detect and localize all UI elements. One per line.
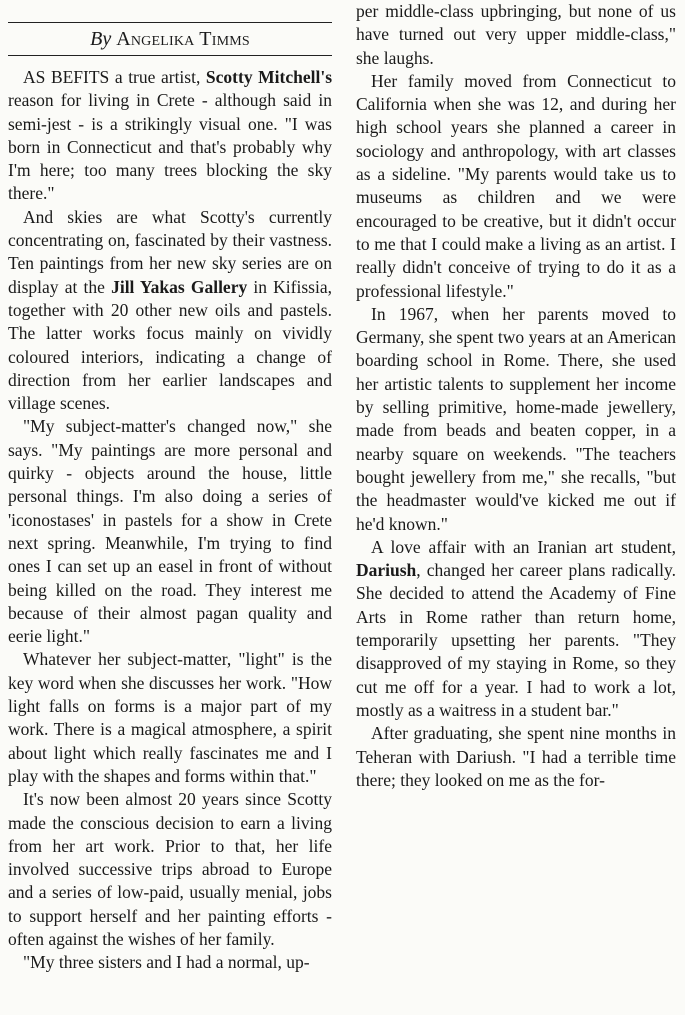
right-column: [356, 0, 676, 792]
text-run: in Kifissia, together with 20 other new oils and pastels. The latter works focus mainly on vividly coloured interiors, indicating a change of direction from her earlier landscapes and village scenes.: [8, 276, 332, 414]
paragraph: [356, 536, 676, 722]
paragraph: [8, 66, 332, 206]
left-column: [8, 0, 332, 975]
paragraph: In 1967, when her parents moved to Germany, she spent two years at an American boarding school in Rome. There, she used her artistic talents to supplement her income by selling primitive, home-made jewellery, made from beads and beaten copper, in a nearby square on weekends. "The teachers bought jewellery from me," she recalls, "but the headmaster would've kicked me out if he'd known.": [356, 303, 676, 534]
paragraph-continued: per middle-class upbringing, but none of us have turned out very upper middle-class," she laughs.: [356, 1, 676, 68]
lead-in: AS BEFITS: [23, 67, 110, 87]
text-run: a true artist,: [109, 67, 206, 87]
text-run: And skies are what Scotty's currently concentrating on, fascinated by their vastness. Ten paintings from her new sky series are on display at the: [8, 206, 332, 297]
gallery-bold: Jill Yakas Gallery: [111, 276, 248, 297]
paragraph: [8, 206, 332, 416]
byline: [8, 22, 332, 56]
name-bold: Dariush: [356, 560, 417, 581]
paragraph: "My subject-matter's changed now," she says. "My paintings are more personal and quirky - objects around the house, little personal things. I'm also doing a series of 'iconostases' in pastels for a show in Crete next spring. Meanwhile, I'm trying to find ones I can set up an easel in front of without being killed on the road. They interest me because of their almost pagan quality and eerie light.": [8, 416, 332, 647]
paragraph: After graduating, she spent nine months in Teheran with Dariush. "I had a terrible time there; they looked on me as the for-: [356, 723, 676, 790]
text-run: , changed her career plans radically. She decided to attend the Academy of Fine Arts in Rome rather than return home, temporarily upsetting her parents. "They disapproved of my staying in Rome, so they cut me off for a year. I had to work a lot, mostly as a waitress in a student bar.": [356, 560, 676, 720]
text-run: reason for living in Crete - although said in semi-jest - is a strikingly visual one. "I was born in Connecticut and that's probably why I'm here; too many trees blocking the sky there.": [8, 90, 332, 204]
paragraph: It's now been almost 20 years since Scotty made the conscious decision to earn a living from her art work. Prior to that, her life involved successive trips abroad to Europe and a series of low-paid, usually menial, jobs to support herself and her painting efforts - often against the wishes of her family.: [8, 789, 332, 949]
byline-by: By: [90, 28, 112, 50]
byline-author: Angelika Timms: [116, 28, 250, 50]
text-run: A love affair with an Iranian art student,: [371, 536, 676, 557]
paragraph: "My three sisters and I had a normal, up-: [23, 952, 310, 973]
name-bold: Scotty Mitchell's: [205, 67, 333, 87]
paragraph: Whatever her subject-matter, "light" is the key word when she discusses her work. "How light falls on forms is a major part of my work. There is a magical atmosphere, a spirit about light which really fascinates me and I play with the shapes and forms within that.": [8, 649, 332, 786]
paragraph: Her family moved from Connecticut to California when she was 12, and during her high school years she planned a career in sociology and anthropology, with art classes as a sideline. "My parents would take us to museums as children and we were encouraged to be creative, but it didn't occur to me that I could make a living as an artist. I really didn't conceive of trying to do it as a professional lifestyle.": [356, 70, 676, 301]
